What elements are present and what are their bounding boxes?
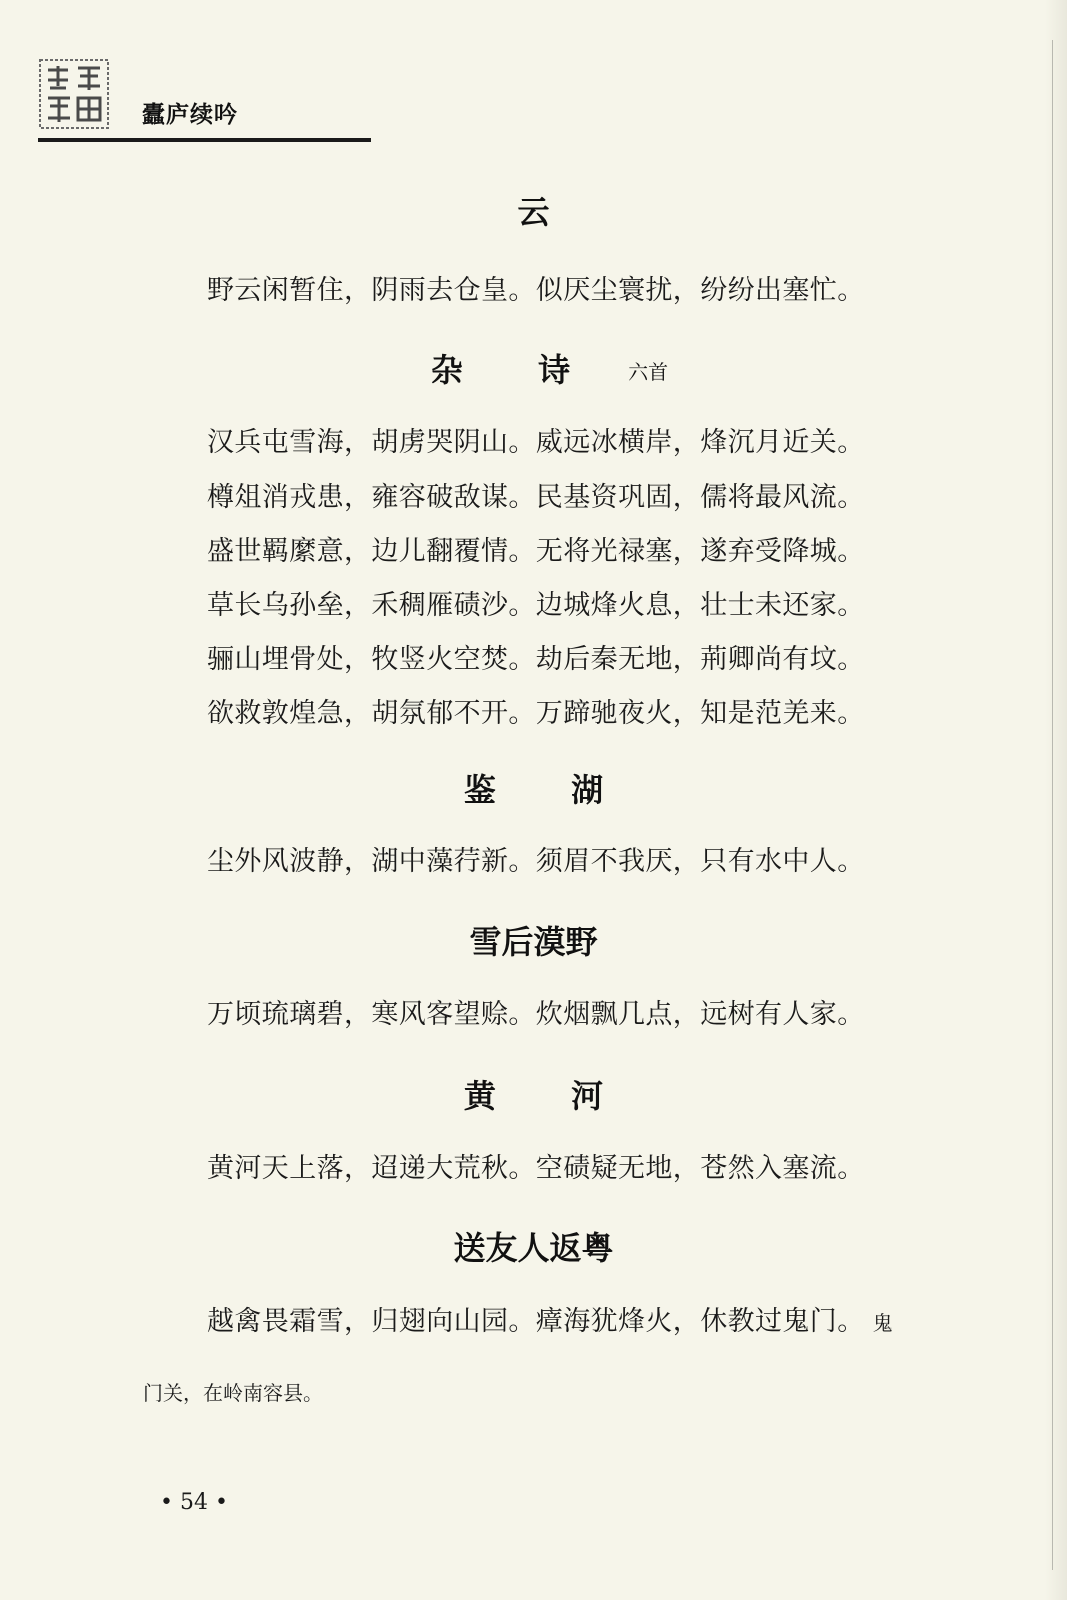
- poem-note: 鬼: [872, 1311, 894, 1335]
- poem-title: [0, 350, 1067, 392]
- poem-verse-text: 越禽畏霜雪，归翅向山园。瘴海犹烽火，休教过鬼门。: [207, 1306, 865, 1337]
- poem-verse: 黄河天上落，迢递大荒秋。空碛疑无地，苍然入塞流。: [207, 1153, 865, 1184]
- poem-verse: 草长乌孙垒，禾稠雁碛沙。边城烽火息，壮士未还家。: [207, 590, 865, 621]
- poem-verse: 汉兵屯雪海，胡虏哭阴山。威远冰横岸，烽沉月近关。: [207, 427, 865, 458]
- header-rule: [38, 138, 371, 142]
- poem-title: [0, 922, 1067, 962]
- poem-verse: 野云闲暂住，阴雨去仓皇。似厌尘寰扰，纷纷出塞忙。: [207, 275, 865, 306]
- poem-title: [0, 770, 1067, 810]
- book-title: 蠹庐续吟: [142, 102, 238, 128]
- poem-verse: 欲救敦煌急，胡氛郁不开。万蹄驰夜火，知是范羌来。: [207, 698, 865, 729]
- poem-verse: 骊山埋骨处，牧竖火空焚。劫后秦无地，荊卿尚有坟。: [207, 644, 865, 675]
- poem-verse: 万顷琉璃碧，寒风客望赊。炊烟飘几点，远树有人家。: [207, 999, 865, 1030]
- poem-title-text: 黄 河: [463, 1077, 636, 1115]
- poem-note: 门关，在岭南容县。: [143, 1381, 323, 1405]
- poem-title-text: 雪后漠野: [469, 923, 598, 961]
- poem-title: [0, 1076, 1067, 1116]
- poem-verse: [207, 1305, 893, 1340]
- poem-title: [0, 1228, 1067, 1268]
- poem-verse: 盛世羁縻意，边儿翻覆情。无将光禄塞，遂弃受降城。: [207, 536, 865, 567]
- poem-title-text: 鉴 湖: [463, 771, 636, 809]
- poem-title-text: 杂 诗: [430, 351, 603, 389]
- poem-subtitle: 六首: [628, 360, 669, 384]
- seal-stamp-logo: [38, 58, 110, 130]
- poem-verse: 樽俎消戎患，雍容破敌谋。民基资巩固，儒将最风流。: [207, 482, 865, 513]
- page-number: • 54 •: [160, 1490, 228, 1515]
- poem-verse: 尘外风波静，湖中藻荇新。须眉不我厌，只有水中人。: [207, 846, 865, 877]
- poem-title-text: 送友人返粤: [453, 1229, 614, 1267]
- poem-title: [0, 192, 1067, 232]
- poem-title-text: 云: [517, 193, 550, 231]
